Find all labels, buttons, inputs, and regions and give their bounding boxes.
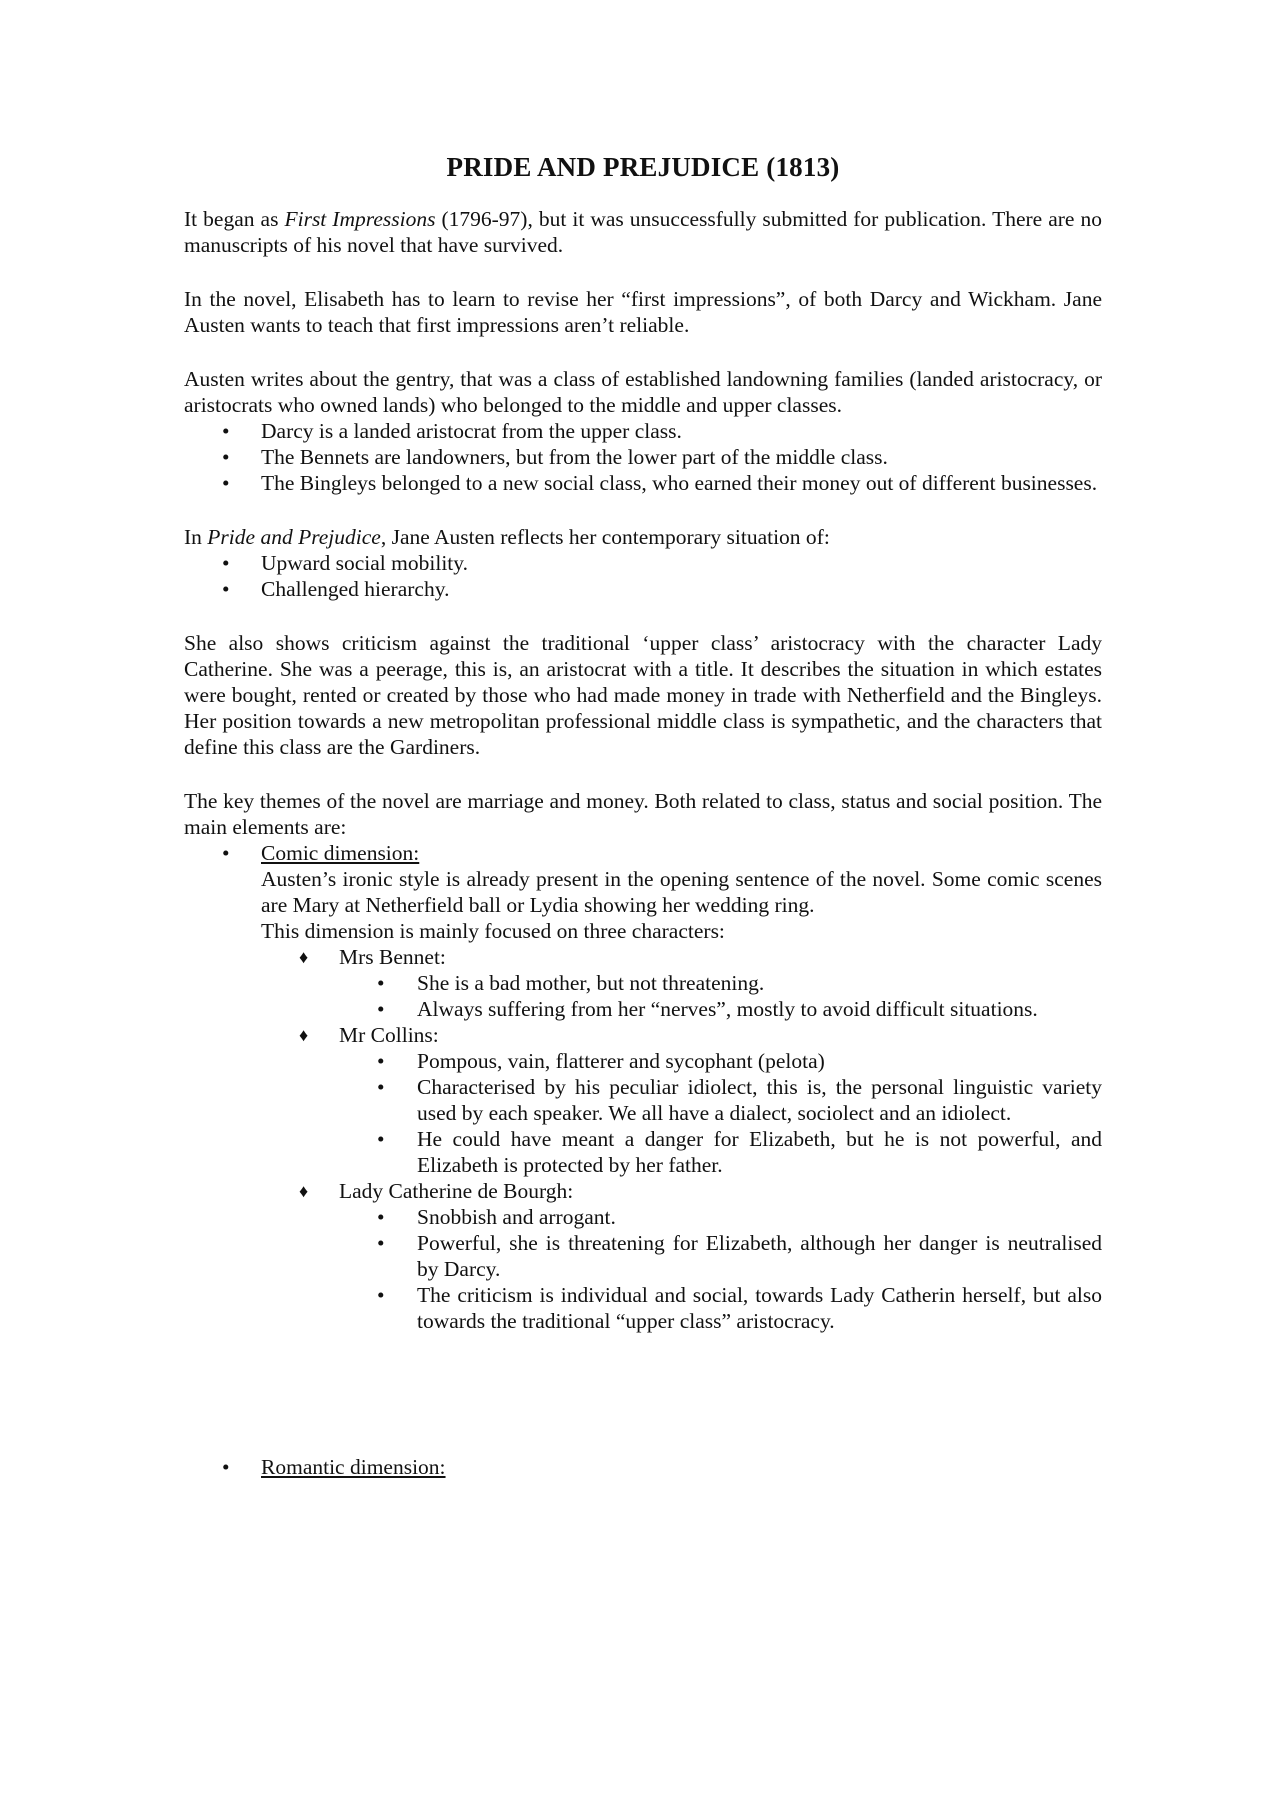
paragraph-contemporary-before: In — [184, 525, 208, 549]
paragraph-gentry: Austen writes about the gentry, that was a class of established landowning families (landed aristocracy, or aristocrats who owned lands) who belonged to the middle and upper classes. — [184, 367, 1102, 417]
character-name: ♦ Mrs Bennet: — [339, 945, 446, 969]
paragraph-origin — [184, 206, 1102, 258]
list-item: • Powerful, she is threatening for Elizabeth, although her danger is neutralised by Darcy. — [339, 1230, 1102, 1282]
comic-dimension-heading: • Comic dimension: — [261, 841, 420, 865]
first-impressions-title: First Impressions — [284, 207, 436, 231]
comic-dimension-text: Austen’s ironic style is already present in the opening sentence of the novel. Some comic scenes are Mary at Netherfield ball or Lydia showing her wedding ring. — [261, 867, 1102, 917]
paragraph-origin-before: It began as — [184, 207, 285, 231]
character-item-lady-catherine — [261, 1178, 1102, 1334]
list-item: • Upward social mobility. — [184, 550, 1102, 576]
character-list — [261, 944, 1102, 1334]
paragraph-key-themes: The key themes of the novel are marriage and money. Both related to class, status and social position. The main elements are: — [184, 789, 1102, 839]
paragraph-criticism: She also shows criticism against the traditional ‘upper class’ aristocracy with the character Lady Catherine. She was a peerage, this is, an aristocrat with a title. It describes the situation in which estates were bought, rented or created by those who had made money in trade with Netherfield and the Bingleys. Her position towards a new metropolitan professional middle class is sympathetic, and the characters that define this class are the Gardiners. — [184, 631, 1102, 759]
character-name: ♦ Lady Catherine de Bourgh: — [339, 1179, 574, 1203]
character-points — [339, 1048, 1102, 1178]
list-item: • The criticism is individual and social, towards Lady Catherin herself, but also towards the traditional “upper class” aristocracy. — [339, 1282, 1102, 1334]
character-points — [339, 1204, 1102, 1334]
paragraph-contemporary-after: , Jane Austen reflects her contemporary situation of: — [380, 525, 830, 549]
page-title: PRIDE AND PREJUDICE (1813) — [446, 152, 840, 182]
list-item: • Characterised by his peculiar idiolect, this is, the personal linguistic variety used by each speaker. We all have a dialect, sociolect and an idiolect. — [339, 1074, 1102, 1126]
list-item: • The Bingleys belonged to a new social class, who earned their money out of different businesses. — [184, 470, 1102, 496]
paragraph-first-impressions: In the novel, Elisabeth has to learn to revise her “first impressions”, of both Darcy and Wickham. Jane Austen wants to teach that first impressions aren’t reliable. — [184, 287, 1102, 337]
character-item-mrs-bennet — [261, 944, 1102, 1022]
elements-list-continued — [184, 1454, 1102, 1480]
romantic-dimension-item — [184, 1454, 1102, 1480]
list-item: • Snobbish and arrogant. — [339, 1204, 1102, 1230]
paragraph-origin-after: (1796-97), but it was unsuccessfully submitted for publication. There are no manuscripts of his novel that have survived. — [184, 207, 1102, 257]
elements-list — [184, 840, 1102, 1334]
list-item: • He could have meant a danger for Elizabeth, but he is not powerful, and Elizabeth is protected by her father. — [339, 1126, 1102, 1178]
class-list — [184, 418, 1102, 496]
comic-dimension-item — [184, 840, 1102, 1334]
paragraph-contemporary — [184, 524, 1102, 550]
blank-space — [184, 1334, 1102, 1454]
list-item: • Darcy is a landed aristocrat from the upper class. — [184, 418, 1102, 444]
novel-title: Pride and Prejudice — [207, 525, 381, 549]
situation-list — [184, 550, 1102, 602]
character-name: ♦ Mr Collins: — [339, 1023, 439, 1047]
list-item: • She is a bad mother, but not threatening. — [339, 970, 1102, 996]
character-points — [339, 970, 1102, 1022]
list-item: • The Bennets are landowners, but from the lower part of the middle class. — [184, 444, 1102, 470]
comic-dimension-focus: This dimension is mainly focused on three characters: — [261, 919, 725, 943]
character-item-mr-collins — [261, 1022, 1102, 1178]
list-item: • Challenged hierarchy. — [184, 576, 1102, 602]
romantic-dimension-heading: Romantic dimension: — [261, 1455, 446, 1479]
list-item: • Pompous, vain, flatterer and sycophant (pelota) — [339, 1048, 1102, 1074]
list-item: • Always suffering from her “nerves”, mostly to avoid difficult situations. — [339, 996, 1102, 1022]
